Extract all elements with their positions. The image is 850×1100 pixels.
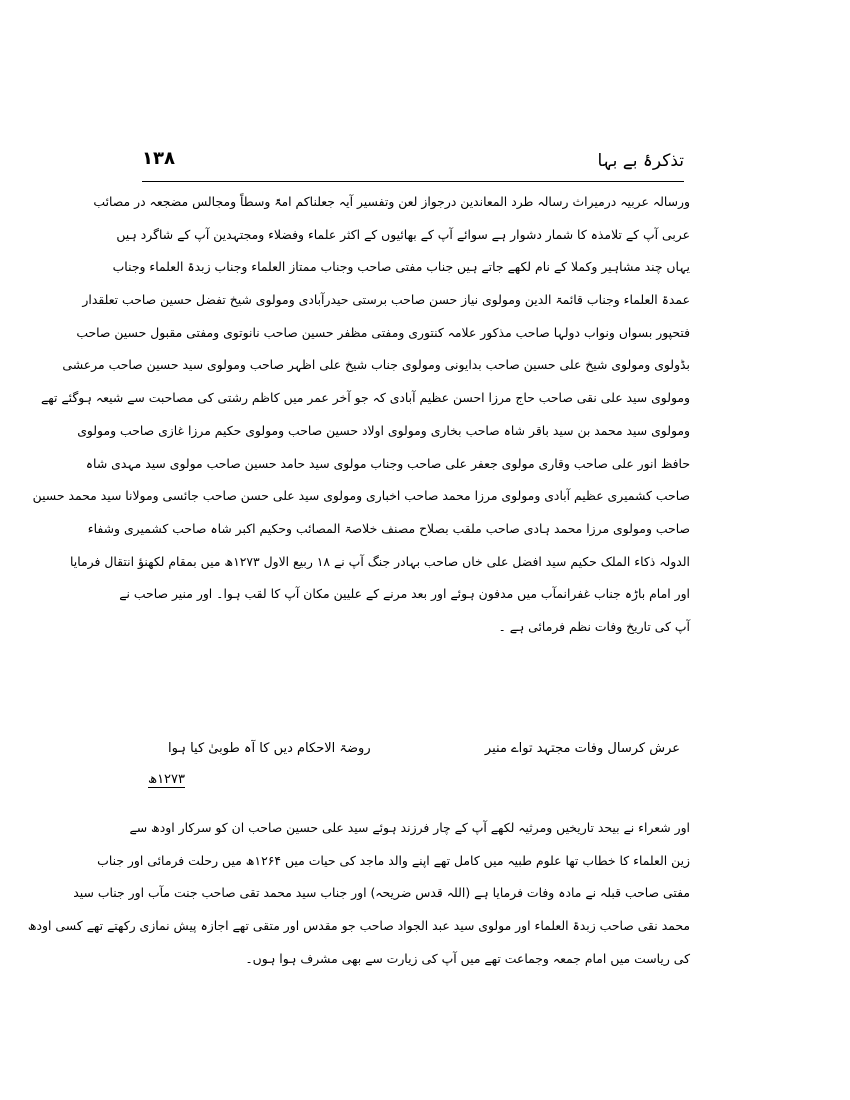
text-line: فتحپور بسواں ونواب دولہا صاحب مذکور علامہ کنتوری ومفتی مظفر حسین صاحب نانوتوی ومفتی مقبول حسین صاحب	[76, 324, 690, 340]
text-line: ومولوی سید علی نقی صاحب حاج مرزا احسن عظیم آبادی کہ جو آخر عمر میں کاظم رشتی کی مصاحبت سے شیعہ ہوگئے تھے	[40, 390, 690, 406]
text-line: محمد نقی صاحب زبدۃ العلماء اور مولوی سید عبد الجواد صاحب جو مقدس اور متقی تھے اجازہ پیش نمازی رکھتے تھے کسی اودھ	[27, 918, 690, 934]
page-number: ۱۳۸	[142, 148, 175, 169]
main-paragraph	[32, 186, 690, 644]
text-line: عمدۃ العلماء وجناب قائمۃ الدین ومولوی نیاز حسن صاحب برستی حیدرآبادی ومولوی شیخ تفضل حسین صاحب تعلقدار	[82, 292, 690, 308]
text-line: کی ریاست میں امام جمعہ وجماعت تھے میں آپ کی زیارت سے بھی مشرف ہوا ہوں۔	[245, 950, 690, 966]
text-line: اور شعراء نے بیحد تاریخیں ومرثیہ لکھے آپ کے چار فرزند ہوئے سید علی حسین صاحب ان کو سرکار اودھ سے	[129, 820, 690, 835]
text-line: صاحب کشمیری عظیم آبادی ومولوی مرزا محمد صاحب اخباری ومولوی سید علی حسن صاحب جائسی ومولانا سید محمد حسین	[32, 488, 690, 504]
text-line: عربی آپ کے تلامذہ کا شمار دشوار ہے سوائے آپ کے بھائیوں کے اکثر علماء وفضلاء ومجتہدین آپ کے شاگرد ہیں	[116, 226, 690, 242]
text-line: زین العلماء کا خطاب تھا علوم طبیہ میں کامل تھے اپنے والد ماجد کی حیات میں ۱۲۶۴ھ میں رحلت فرمائی اور جناب	[97, 852, 690, 868]
text-line: اور امام باڑہ جناب غفرانمآب میں مدفون ہوئے اور بعد مرنے کے علیین مکان آپ کا لقب ہوا۔ اور منیر صاحب نے	[119, 586, 690, 602]
text-line: بڈولوی ومولوی شیخ علی حسین صاحب بدایونی ومولوی جناب شیخ علی اظہر صاحب ومولوی سید حسین صاحب مرعشی	[62, 357, 690, 373]
running-header	[142, 148, 684, 178]
text-line: صاحب ومولوی مرزا محمد ہادی صاحب ملقب بصلاح مصنف خلاصۃ المصائب وحکیم اکبر شاہ صاحب کشمیری وشفاء	[87, 520, 690, 536]
text-line: مفتی صاحب قبلہ نے مادہ وفات فرمایا ہے (اللہ قدس ضریحہ) اور جناب سید محمد تقی صاحب جنت مآب اور جناب سید	[73, 885, 690, 901]
second-paragraph	[27, 812, 690, 975]
book-title: تذکرۂ بے بہا	[597, 151, 684, 171]
verse-first-half: عرش کرسال وفات مجتہد تواے منیر	[484, 741, 680, 756]
text-line: ورسالہ عربیہ درمیراث رسالہ طرد المعاندین درجواز لعن وتفسیر آیہ جعلناکم امۃً وسطاً ومجالس مضجعہ در مصائب	[93, 194, 690, 209]
verse-second-half: روضۃ الاحکام دیں کا آہ طوبیٰ کیا ہوا	[168, 741, 371, 756]
verse-year: ۱۲۷۳ھ	[148, 772, 186, 787]
text-line: ومولوی سید محمد بن سید باقر شاہ صاحب بخاری ومولوی اولاد حسین صاحب ومولوی حکیم مرزا غازی صاحب ومولوی	[77, 422, 690, 438]
header-rule	[142, 181, 684, 182]
text-line: آپ کی تاریخ وفات نظم فرمائی ہے ۔	[498, 618, 690, 634]
chronogram-verse	[140, 735, 680, 769]
text-line: حافظ انور علی صاحب وقاری مولوی جعفر علی صاحب وجناب مولوی سید حامد حسین صاحب مولوی سید مہدی شاہ	[85, 455, 690, 471]
text-line: الدولہ ذکاء الملک حکیم سید افضل علی خاں صاحب بہادر جنگ آپ نے ۱۸ ربیع الاول ۱۲۷۳ھ میں بمقام لکھنؤ انتقال فرمایا	[70, 553, 690, 569]
text-line: یہاں چند مشاہیر وکملا کے نام لکھے جاتے ہیں جناب مفتی صاحب وجناب ممتاز العلماء وجناب زبدۃ العلماء وجناب	[112, 259, 690, 275]
